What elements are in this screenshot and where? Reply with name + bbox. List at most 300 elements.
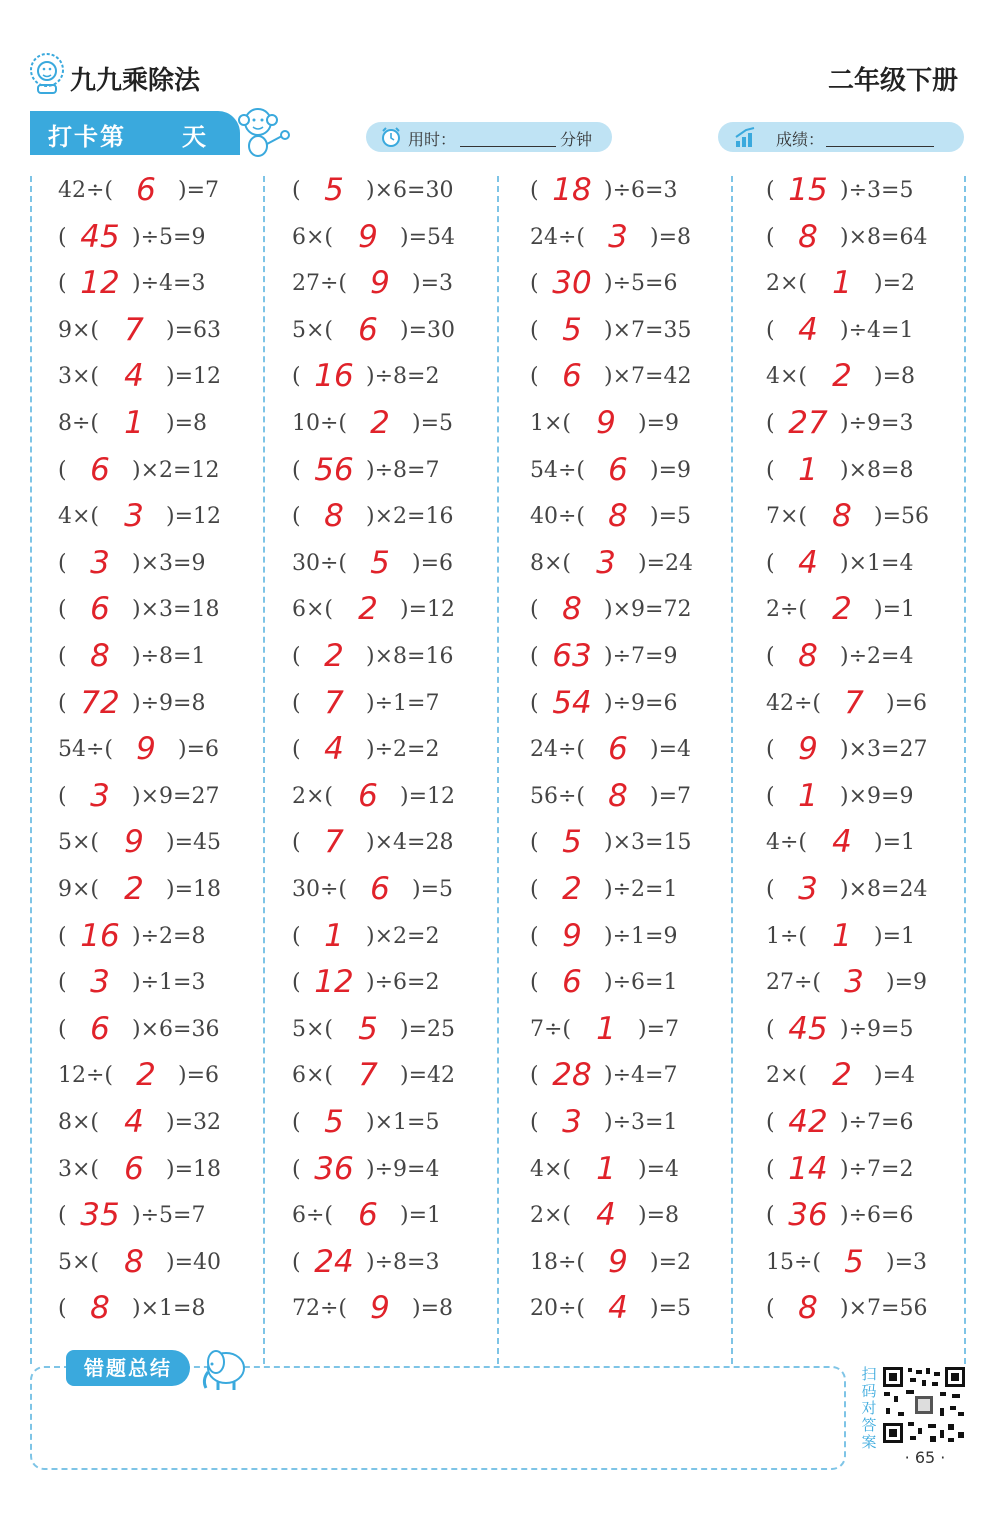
handwritten-answer[interactable]: 5 <box>562 311 582 348</box>
equation-suffix: )×6=36 <box>132 1016 220 1042</box>
equation-suffix: )÷7=9 <box>604 644 678 669</box>
score-field[interactable] <box>718 122 964 152</box>
equation-prefix: 20÷( <box>530 1296 586 1322</box>
handwritten-answer[interactable]: 4 <box>798 311 818 348</box>
equation-prefix: 15÷( <box>766 1249 822 1275</box>
equation-suffix: )=9 <box>886 970 928 996</box>
equation-prefix: ( <box>766 644 775 669</box>
equation-prefix: 6×( <box>292 224 334 250</box>
equation-prefix: 7÷( <box>530 1016 572 1042</box>
handwritten-answer[interactable]: 3 <box>90 964 110 1001</box>
equation-row <box>292 1290 522 1336</box>
equation-prefix: 9×( <box>58 317 100 343</box>
handwritten-answer[interactable]: 2 <box>358 591 378 628</box>
handwritten-answer[interactable]: 4 <box>324 731 344 768</box>
equation-suffix: )÷1=7 <box>366 690 440 716</box>
handwritten-answer[interactable]: 56 <box>314 451 354 488</box>
equation-prefix: ( <box>292 178 301 203</box>
equation-suffix: )=42 <box>400 1063 456 1089</box>
handwritten-answer[interactable]: 8 <box>832 498 852 535</box>
equation-prefix: 4×( <box>530 1156 572 1182</box>
handwritten-answer[interactable]: 30 <box>552 265 592 302</box>
equation-row <box>292 1011 522 1057</box>
handwritten-answer[interactable]: 18 <box>552 172 592 208</box>
column-border-left <box>30 176 32 1364</box>
equation-suffix: )×1=5 <box>366 1110 440 1135</box>
equation-prefix: ( <box>530 690 539 716</box>
equation-prefix: ( <box>292 644 301 669</box>
equation-prefix: 18÷( <box>530 1249 586 1275</box>
equation-row <box>766 545 996 591</box>
equation-prefix: 30÷( <box>292 877 348 902</box>
handwritten-answer[interactable]: 6 <box>358 311 378 348</box>
equation-suffix: )×8=24 <box>840 877 928 902</box>
equation-prefix: ( <box>292 504 301 530</box>
equation-suffix: )÷9=3 <box>840 411 914 436</box>
equation-row <box>766 1244 996 1290</box>
equation-prefix: ( <box>766 1016 775 1042</box>
handwritten-answer[interactable]: 9 <box>798 731 818 768</box>
handwritten-answer[interactable]: 36 <box>314 1150 354 1187</box>
equation-suffix: )=1 <box>874 830 916 856</box>
equation-suffix: )=12 <box>166 364 222 390</box>
equation-prefix: 12÷( <box>58 1063 114 1089</box>
handwritten-answer[interactable]: 54 <box>552 684 592 721</box>
equation-row <box>292 685 522 731</box>
equation-row <box>530 778 760 824</box>
handwritten-answer[interactable]: 2 <box>124 871 144 907</box>
handwritten-answer[interactable]: 5 <box>358 1010 378 1047</box>
handwritten-answer[interactable]: 7 <box>844 684 864 721</box>
equation-suffix: )=8 <box>638 1203 680 1229</box>
equation-prefix: 27÷( <box>292 271 348 297</box>
handwritten-answer[interactable]: 7 <box>324 684 344 721</box>
equation-prefix: 54÷( <box>58 737 114 763</box>
equation-row <box>292 918 522 964</box>
equation-row <box>766 638 996 684</box>
handwritten-answer[interactable]: 16 <box>314 358 354 395</box>
equation-row <box>530 1104 760 1150</box>
equation-suffix: )=9 <box>650 457 692 483</box>
equation-suffix: )÷1=9 <box>604 923 678 949</box>
equation-prefix: ( <box>766 783 775 809</box>
equation-prefix: ( <box>530 644 539 669</box>
equation-suffix: )×7=42 <box>604 364 692 390</box>
equation-suffix: )×2=16 <box>366 504 454 530</box>
handwritten-answer[interactable]: 6 <box>90 1010 110 1047</box>
equation-suffix: )÷9=8 <box>132 690 206 716</box>
handwritten-answer[interactable]: 8 <box>90 638 110 674</box>
handwritten-answer[interactable]: 45 <box>788 1010 828 1047</box>
scan-for-answers-label: 扫码对答案 <box>861 1365 877 1451</box>
handwritten-answer[interactable]: 7 <box>124 311 144 348</box>
equation-row <box>766 871 996 917</box>
equation-suffix: )=1 <box>400 1203 442 1229</box>
handwritten-answer[interactable]: 9 <box>370 1290 390 1327</box>
equation-suffix: )÷5=6 <box>604 271 678 297</box>
equation-row <box>58 871 288 917</box>
equation-suffix: )=4 <box>650 737 692 763</box>
equation-suffix: )=8 <box>874 364 916 390</box>
equation-row <box>530 685 760 731</box>
equation-prefix: 56÷( <box>530 783 586 809</box>
handwritten-answer[interactable]: 12 <box>80 265 120 302</box>
equation-row <box>530 498 760 544</box>
handwritten-answer[interactable]: 4 <box>124 358 144 395</box>
handwritten-answer[interactable]: 6 <box>562 964 582 1001</box>
score-blank-line <box>826 146 934 147</box>
equation-row <box>292 498 522 544</box>
equation-suffix: )×8=8 <box>840 457 914 483</box>
equation-row <box>58 638 288 684</box>
equation-prefix: ( <box>58 224 67 250</box>
equation-prefix: 24÷( <box>530 224 586 250</box>
equation-suffix: )÷4=3 <box>132 271 206 297</box>
equation-row <box>58 1290 288 1336</box>
equation-suffix: )=54 <box>400 224 456 250</box>
handwritten-answer[interactable]: 1 <box>832 265 852 302</box>
equation-suffix: )=4 <box>874 1063 916 1089</box>
handwritten-answer[interactable]: 7 <box>358 1057 378 1094</box>
equation-suffix: )÷9=4 <box>366 1156 440 1182</box>
handwritten-answer[interactable]: 8 <box>608 777 628 814</box>
equation-row <box>58 498 288 544</box>
equation-prefix: 5×( <box>292 317 334 343</box>
time-unit: 分钟 <box>560 130 593 149</box>
equation-prefix: 2÷( <box>766 597 808 623</box>
handwritten-answer[interactable]: 9 <box>596 405 616 441</box>
handwritten-answer[interactable]: 4 <box>832 824 852 861</box>
equation-suffix: )=40 <box>166 1249 222 1275</box>
equation-suffix: )×4=28 <box>366 830 454 856</box>
equation-row <box>292 405 522 451</box>
equation-row <box>766 591 996 637</box>
handwritten-answer[interactable]: 6 <box>562 358 582 395</box>
handwritten-answer[interactable]: 2 <box>832 1057 852 1094</box>
handwritten-answer[interactable]: 8 <box>562 591 582 628</box>
equation-row <box>58 1011 288 1057</box>
handwritten-answer[interactable]: 4 <box>608 1290 628 1327</box>
equation-row <box>766 1290 996 1336</box>
equation-prefix: 27÷( <box>766 970 822 996</box>
handwritten-answer[interactable]: 72 <box>80 684 120 721</box>
equation-suffix: )=2 <box>650 1249 692 1275</box>
handwritten-answer[interactable]: 6 <box>358 777 378 814</box>
handwritten-answer[interactable]: 5 <box>844 1243 864 1280</box>
equation-row <box>58 685 288 731</box>
equation-suffix: )=8 <box>412 1296 454 1322</box>
equation-row <box>530 1290 760 1336</box>
handwritten-answer[interactable]: 4 <box>124 1104 144 1140</box>
handwritten-answer[interactable]: 6 <box>90 591 110 628</box>
equation-suffix: )=25 <box>400 1016 456 1042</box>
equation-row <box>766 1151 996 1197</box>
equation-prefix: ( <box>292 970 301 996</box>
handwritten-answer[interactable]: 5 <box>370 544 390 581</box>
equation-suffix: )×9=9 <box>840 783 914 809</box>
equation-row <box>766 1197 996 1243</box>
equation-suffix: )=7 <box>178 178 220 203</box>
handwritten-answer[interactable]: 2 <box>832 591 852 628</box>
equation-row <box>292 591 522 637</box>
equation-prefix: 4×( <box>766 364 808 390</box>
equation-prefix: ( <box>58 597 67 623</box>
equation-suffix: )=6 <box>886 690 928 716</box>
equation-suffix: )=12 <box>400 783 456 809</box>
equation-prefix: 5×( <box>58 830 100 856</box>
equation-row <box>766 1011 996 1057</box>
handwritten-answer[interactable]: 8 <box>798 638 818 674</box>
equation-row <box>292 1104 522 1150</box>
equation-suffix: )=45 <box>166 830 222 856</box>
equation-row <box>292 452 522 498</box>
equation-row <box>292 219 522 265</box>
handwritten-answer[interactable]: 5 <box>324 172 344 208</box>
handwritten-answer[interactable]: 8 <box>90 1290 110 1327</box>
equation-prefix: ( <box>530 1110 539 1135</box>
equation-row <box>766 964 996 1010</box>
handwritten-answer[interactable]: 6 <box>358 1197 378 1234</box>
equation-suffix: )÷2=2 <box>366 737 440 763</box>
equation-row <box>292 358 522 404</box>
equation-row <box>766 265 996 311</box>
equation-suffix: )×1=8 <box>132 1296 206 1322</box>
handwritten-answer[interactable]: 2 <box>562 871 582 907</box>
equation-prefix: ( <box>58 970 67 996</box>
handwritten-answer[interactable]: 42 <box>788 1104 828 1140</box>
equation-suffix: )×8=16 <box>366 644 454 669</box>
handwritten-answer[interactable]: 8 <box>798 1290 818 1327</box>
equation-prefix: ( <box>766 224 775 250</box>
handwritten-answer[interactable]: 3 <box>798 871 818 907</box>
handwritten-answer[interactable]: 3 <box>562 1104 582 1140</box>
equation-prefix: 42÷( <box>58 178 114 203</box>
equation-suffix: )÷2=1 <box>604 877 678 902</box>
equation-prefix: 2×( <box>292 783 334 809</box>
handwritten-answer[interactable]: 8 <box>324 498 344 535</box>
handwritten-answer[interactable]: 3 <box>124 498 144 535</box>
equation-suffix: )=6 <box>178 1063 220 1089</box>
handwritten-answer[interactable]: 1 <box>596 1010 616 1047</box>
equation-suffix: )=56 <box>874 504 930 530</box>
handwritten-answer[interactable]: 9 <box>562 917 582 954</box>
equation-prefix: 2×( <box>766 1063 808 1089</box>
equation-row <box>292 871 522 917</box>
handwritten-answer[interactable]: 1 <box>124 405 144 441</box>
handwritten-answer[interactable]: 1 <box>324 917 344 954</box>
equation-suffix: )×7=35 <box>604 317 692 343</box>
handwritten-answer[interactable]: 5 <box>562 824 582 861</box>
equation-prefix: 6×( <box>292 597 334 623</box>
equation-prefix: ( <box>58 783 67 809</box>
equation-prefix: ( <box>766 1110 775 1135</box>
handwritten-answer[interactable]: 8 <box>608 498 628 535</box>
handwritten-answer[interactable]: 4 <box>798 544 818 581</box>
equation-suffix: )÷6=3 <box>604 178 678 203</box>
equation-prefix: ( <box>58 550 67 576</box>
equation-prefix: 24÷( <box>530 737 586 763</box>
qr-code-icon[interactable] <box>882 1366 966 1444</box>
handwritten-answer[interactable]: 6 <box>608 451 628 488</box>
equation-suffix: )=7 <box>638 1016 680 1042</box>
handwritten-answer[interactable]: 3 <box>844 964 864 1001</box>
mistake-summary-label: 错题总结 <box>66 1350 190 1386</box>
equation-prefix: 8×( <box>58 1110 100 1135</box>
handwritten-answer[interactable]: 9 <box>608 1243 628 1280</box>
equation-row <box>530 1244 760 1290</box>
equation-prefix: ( <box>58 644 67 669</box>
equation-prefix: ( <box>766 178 775 203</box>
equation-suffix: )=5 <box>412 411 454 436</box>
equation-prefix: ( <box>292 364 301 390</box>
handwritten-answer[interactable]: 2 <box>324 638 344 674</box>
equation-suffix: )÷4=1 <box>840 317 914 343</box>
handwritten-answer[interactable]: 3 <box>90 777 110 814</box>
handwritten-answer[interactable]: 6 <box>124 1150 144 1187</box>
handwritten-answer[interactable]: 9 <box>358 218 378 255</box>
handwritten-answer[interactable]: 6 <box>370 871 390 907</box>
handwritten-answer[interactable]: 1 <box>596 1150 616 1187</box>
equation-suffix: )=18 <box>166 1156 222 1182</box>
equation-row <box>292 545 522 591</box>
equation-row <box>58 545 288 591</box>
handwritten-answer[interactable]: 36 <box>788 1197 828 1234</box>
equation-prefix: ( <box>58 1016 67 1042</box>
handwritten-answer[interactable]: 1 <box>832 917 852 954</box>
handwritten-answer[interactable]: 8 <box>124 1243 144 1280</box>
handwritten-answer[interactable]: 4 <box>596 1197 616 1234</box>
equation-prefix: ( <box>292 1110 301 1135</box>
handwritten-answer[interactable]: 12 <box>314 964 354 1001</box>
equation-row <box>58 405 288 451</box>
equation-suffix: )÷5=9 <box>132 224 206 250</box>
equation-suffix: )÷3=5 <box>840 178 914 203</box>
handwritten-answer[interactable]: 1 <box>798 777 818 814</box>
equation-prefix: ( <box>530 271 539 297</box>
equation-suffix: )=9 <box>638 411 680 436</box>
equation-prefix: ( <box>530 877 539 902</box>
handwritten-answer[interactable]: 3 <box>596 544 616 581</box>
handwritten-answer[interactable]: 5 <box>324 1104 344 1140</box>
equation-prefix: 8÷( <box>58 411 100 436</box>
equation-row <box>530 452 760 498</box>
equation-suffix: )÷8=7 <box>366 457 440 483</box>
equation-row <box>530 312 760 358</box>
equation-suffix: )=8 <box>650 224 692 250</box>
equation-row <box>766 1057 996 1103</box>
equation-suffix: )=32 <box>166 1110 222 1135</box>
equation-prefix: 8×( <box>530 550 572 576</box>
equation-row <box>530 265 760 311</box>
equation-row <box>292 731 522 777</box>
equation-prefix: 3×( <box>58 1156 100 1182</box>
handwritten-answer[interactable]: 6 <box>136 172 156 208</box>
equation-row <box>58 1057 288 1103</box>
handwritten-answer[interactable]: 9 <box>370 265 390 302</box>
equation-row <box>766 731 996 777</box>
handwritten-answer[interactable]: 16 <box>80 917 120 954</box>
equation-row <box>58 358 288 404</box>
equation-prefix: ( <box>530 364 539 390</box>
equation-prefix: 30÷( <box>292 550 348 576</box>
equation-prefix: 6×( <box>292 1063 334 1089</box>
equation-row <box>58 172 288 218</box>
handwritten-answer[interactable]: 63 <box>552 638 592 674</box>
handwritten-answer[interactable]: 28 <box>552 1057 592 1094</box>
checkin-banner <box>30 111 240 155</box>
equation-prefix: 3×( <box>58 364 100 390</box>
equation-row <box>292 778 522 824</box>
equation-prefix: ( <box>530 970 539 996</box>
handwritten-answer[interactable]: 6 <box>90 451 110 488</box>
equation-prefix: ( <box>766 411 775 436</box>
equation-suffix: )÷7=2 <box>840 1156 914 1182</box>
equation-row <box>58 824 288 870</box>
equation-suffix: )÷8=3 <box>366 1249 440 1275</box>
equation-prefix: ( <box>530 178 539 203</box>
equation-prefix: ( <box>530 317 539 343</box>
equation-row <box>292 964 522 1010</box>
handwritten-answer[interactable]: 6 <box>608 731 628 768</box>
handwritten-answer[interactable]: 27 <box>788 405 828 441</box>
equation-prefix: ( <box>530 923 539 949</box>
score-label: 成绩： <box>776 130 825 149</box>
handwritten-answer[interactable]: 24 <box>314 1243 354 1280</box>
equation-suffix: )=1 <box>874 597 916 623</box>
equation-row <box>766 824 996 870</box>
equation-row <box>292 1151 522 1197</box>
equation-row <box>292 638 522 684</box>
equation-prefix: ( <box>530 1063 539 1089</box>
equation-suffix: )×1=4 <box>840 550 914 576</box>
equation-row <box>292 1057 522 1103</box>
equation-prefix: ( <box>58 923 67 949</box>
equation-row <box>530 405 760 451</box>
handwritten-answer[interactable]: 2 <box>370 405 390 441</box>
equation-prefix: ( <box>292 1249 301 1275</box>
equation-prefix: ( <box>766 1203 775 1229</box>
handwritten-answer[interactable]: 9 <box>136 731 156 768</box>
equation-prefix: 6÷( <box>292 1203 334 1229</box>
equation-row <box>58 265 288 311</box>
handwritten-answer[interactable]: 9 <box>124 824 144 861</box>
equation-suffix: )=5 <box>412 877 454 902</box>
handwritten-answer[interactable]: 2 <box>832 358 852 395</box>
elephant-icon <box>196 1342 252 1392</box>
handwritten-answer[interactable]: 45 <box>80 218 120 255</box>
equation-row <box>58 452 288 498</box>
handwritten-answer[interactable]: 15 <box>788 172 828 208</box>
equation-prefix: ( <box>766 457 775 483</box>
equation-suffix: )=5 <box>650 1296 692 1322</box>
handwritten-answer[interactable]: 3 <box>608 218 628 255</box>
handwritten-answer[interactable]: 35 <box>80 1197 120 1234</box>
handwritten-answer[interactable]: 14 <box>788 1150 828 1187</box>
equation-prefix: ( <box>58 1296 67 1322</box>
handwritten-answer[interactable]: 3 <box>90 544 110 581</box>
equation-row <box>58 1104 288 1150</box>
equation-row <box>292 1197 522 1243</box>
time-field[interactable] <box>366 122 612 152</box>
handwritten-answer[interactable]: 8 <box>798 218 818 255</box>
equation-suffix: )=30 <box>400 317 456 343</box>
equation-prefix: ( <box>292 830 301 856</box>
equation-row <box>530 871 760 917</box>
handwritten-answer[interactable]: 1 <box>798 451 818 488</box>
handwritten-answer[interactable]: 7 <box>324 824 344 861</box>
handwritten-answer[interactable]: 2 <box>136 1057 156 1094</box>
equation-row <box>58 219 288 265</box>
